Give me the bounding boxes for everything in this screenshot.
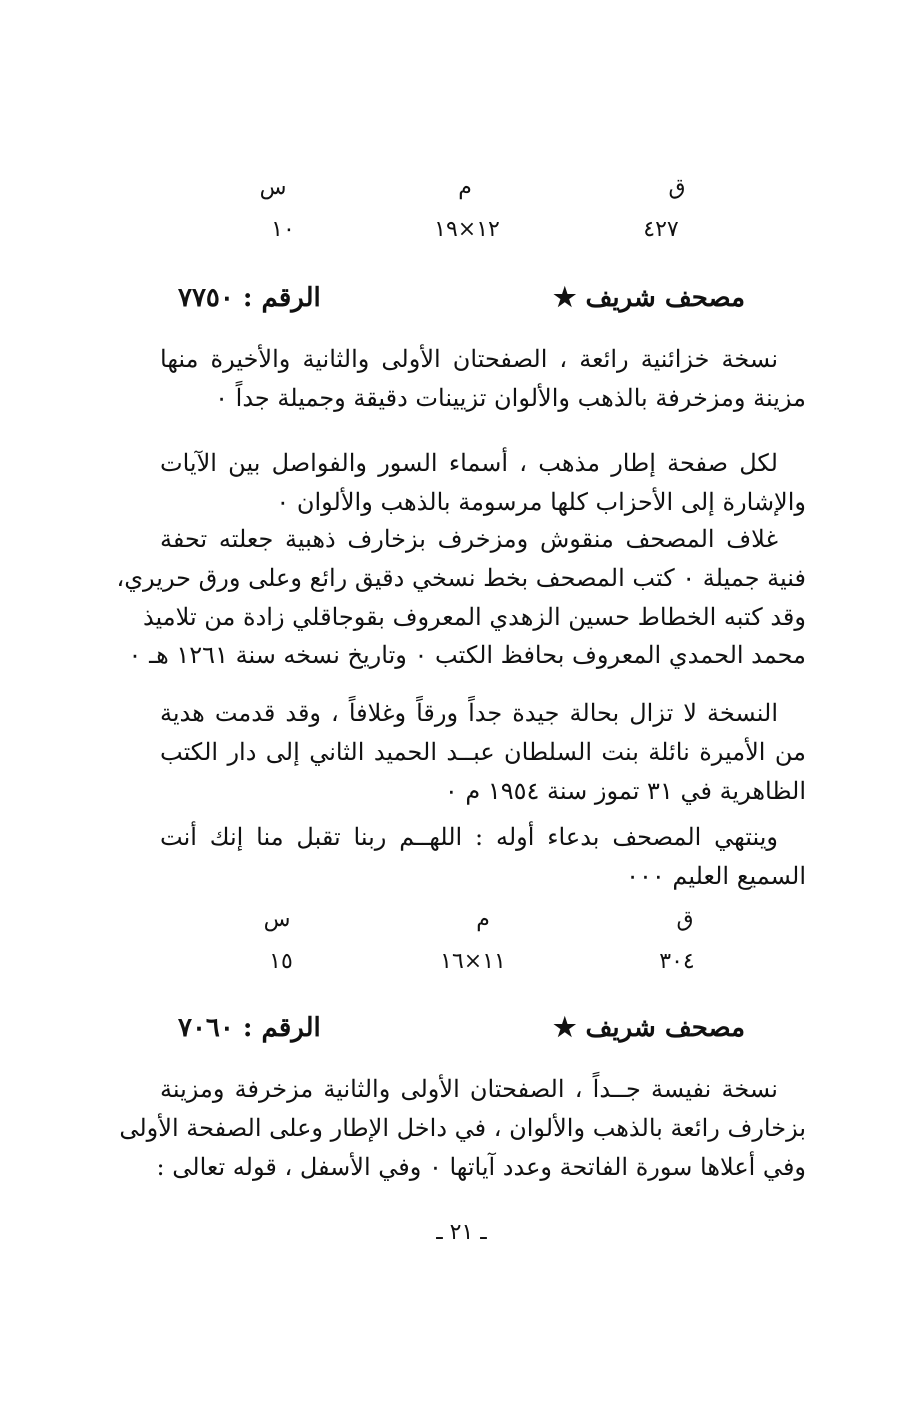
stat-value-m: ١١×١٦ xyxy=(440,949,506,974)
stat-value-s: ١٠ xyxy=(271,217,295,242)
text-line: والإشارة إلى الأحزاب كلها مرسومة بالذهب والألوان ٠ xyxy=(276,487,806,516)
text-line: مزينة ومزخرفة بالذهب والألوان تزيينات دقيقة وجميلة جداً ٠ xyxy=(215,383,806,412)
text-line: محمد الحمدي المعروف بحافظ الكتب ٠ وتاريخ نسخه سنة ١٢٦١ هـ ٠ xyxy=(128,641,806,670)
entry-number: الرقم : ٧٧٥٠ xyxy=(178,283,321,313)
entry-number: الرقم : ٧٠٦٠ xyxy=(178,1013,321,1043)
text-line: الظاهرية في ٣١ تموز سنة ١٩٥٤ م ٠ xyxy=(444,776,806,805)
stat-value-s: ١٥ xyxy=(269,949,293,974)
text-line: من الأميرة نائلة بنت السلطان عبــد الحميد الثاني إلى دار الكتب xyxy=(160,737,807,766)
stat-label-s: س xyxy=(259,175,287,200)
text-line: وفي أعلاها سورة الفاتحة وعدد آياتها ٠ وفي الأسفل ، قوله تعالى : xyxy=(156,1152,806,1181)
text-line: لكل صفحة إطار مذهب ، أسماء السور والفواصل بين الآيات xyxy=(160,449,778,477)
stat-label-m: م xyxy=(476,907,490,932)
stats-values-row-2 xyxy=(0,946,923,978)
stat-value-q: ٣٠٤ xyxy=(659,949,695,974)
stats-labels-row-2 xyxy=(0,904,923,936)
text-line: النسخة لا تزال بحالة جيدة جداً ورقاً وغلافاً ، وقد قدمت هدية xyxy=(160,699,778,727)
entry-title: مصحف شريف ★ xyxy=(553,283,745,313)
text-line: السميع العليم ٠٠٠ xyxy=(626,861,806,890)
paragraph-6 xyxy=(119,1070,806,1186)
entry-title: مصحف شريف ★ xyxy=(553,1013,745,1043)
paragraph-4 xyxy=(160,694,806,810)
entry-heading-1 xyxy=(0,276,923,320)
text-line: نسخة نفيسة جــداً ، الصفحتان الأولى والثانية مزخرفة ومزينة xyxy=(160,1075,778,1103)
page-number: ـ ٢١ ـ xyxy=(436,1220,487,1245)
stat-label-m: م xyxy=(458,175,472,200)
text-line: فنية جميلة ٠ كتب المصحف بخط نسخي دقيق رائع وعلى ورق حريري، xyxy=(116,563,806,592)
stat-label-s: س xyxy=(263,907,291,932)
stat-value-q: ٤٢٧ xyxy=(643,217,679,242)
paragraph-2 xyxy=(160,444,806,522)
text-line: غلاف المصحف منقوش ومزخرف بزخارف ذهبية جعلته تحفة xyxy=(160,525,778,553)
stats-values-row-1 xyxy=(0,214,923,246)
stats-labels-row-1 xyxy=(0,172,923,204)
paragraph-1 xyxy=(160,340,806,418)
stat-value-m: ١٢×١٩ xyxy=(434,217,500,242)
text-line: بزخارف رائعة بالذهب والألوان ، في داخل الإطار وعلى الصفحة الأولى xyxy=(119,1113,806,1142)
text-line: وقد كتبه الخطاط حسين الزهدي المعروف بقوجاقلي زادة من تلاميذ xyxy=(142,602,806,631)
paragraph-3 xyxy=(116,520,806,675)
paragraph-5 xyxy=(160,818,806,896)
stat-label-q: ق xyxy=(676,907,694,932)
text-line: وينتهي المصحف بدعاء أوله : اللهــم ربنا تقبل منا إنك أنت xyxy=(160,823,778,851)
stat-label-q: ق xyxy=(668,175,686,200)
text-line: نسخة خزائنية رائعة ، الصفحتان الأولى والثانية والأخيرة منها xyxy=(160,345,778,373)
entry-heading-2 xyxy=(0,1006,923,1050)
